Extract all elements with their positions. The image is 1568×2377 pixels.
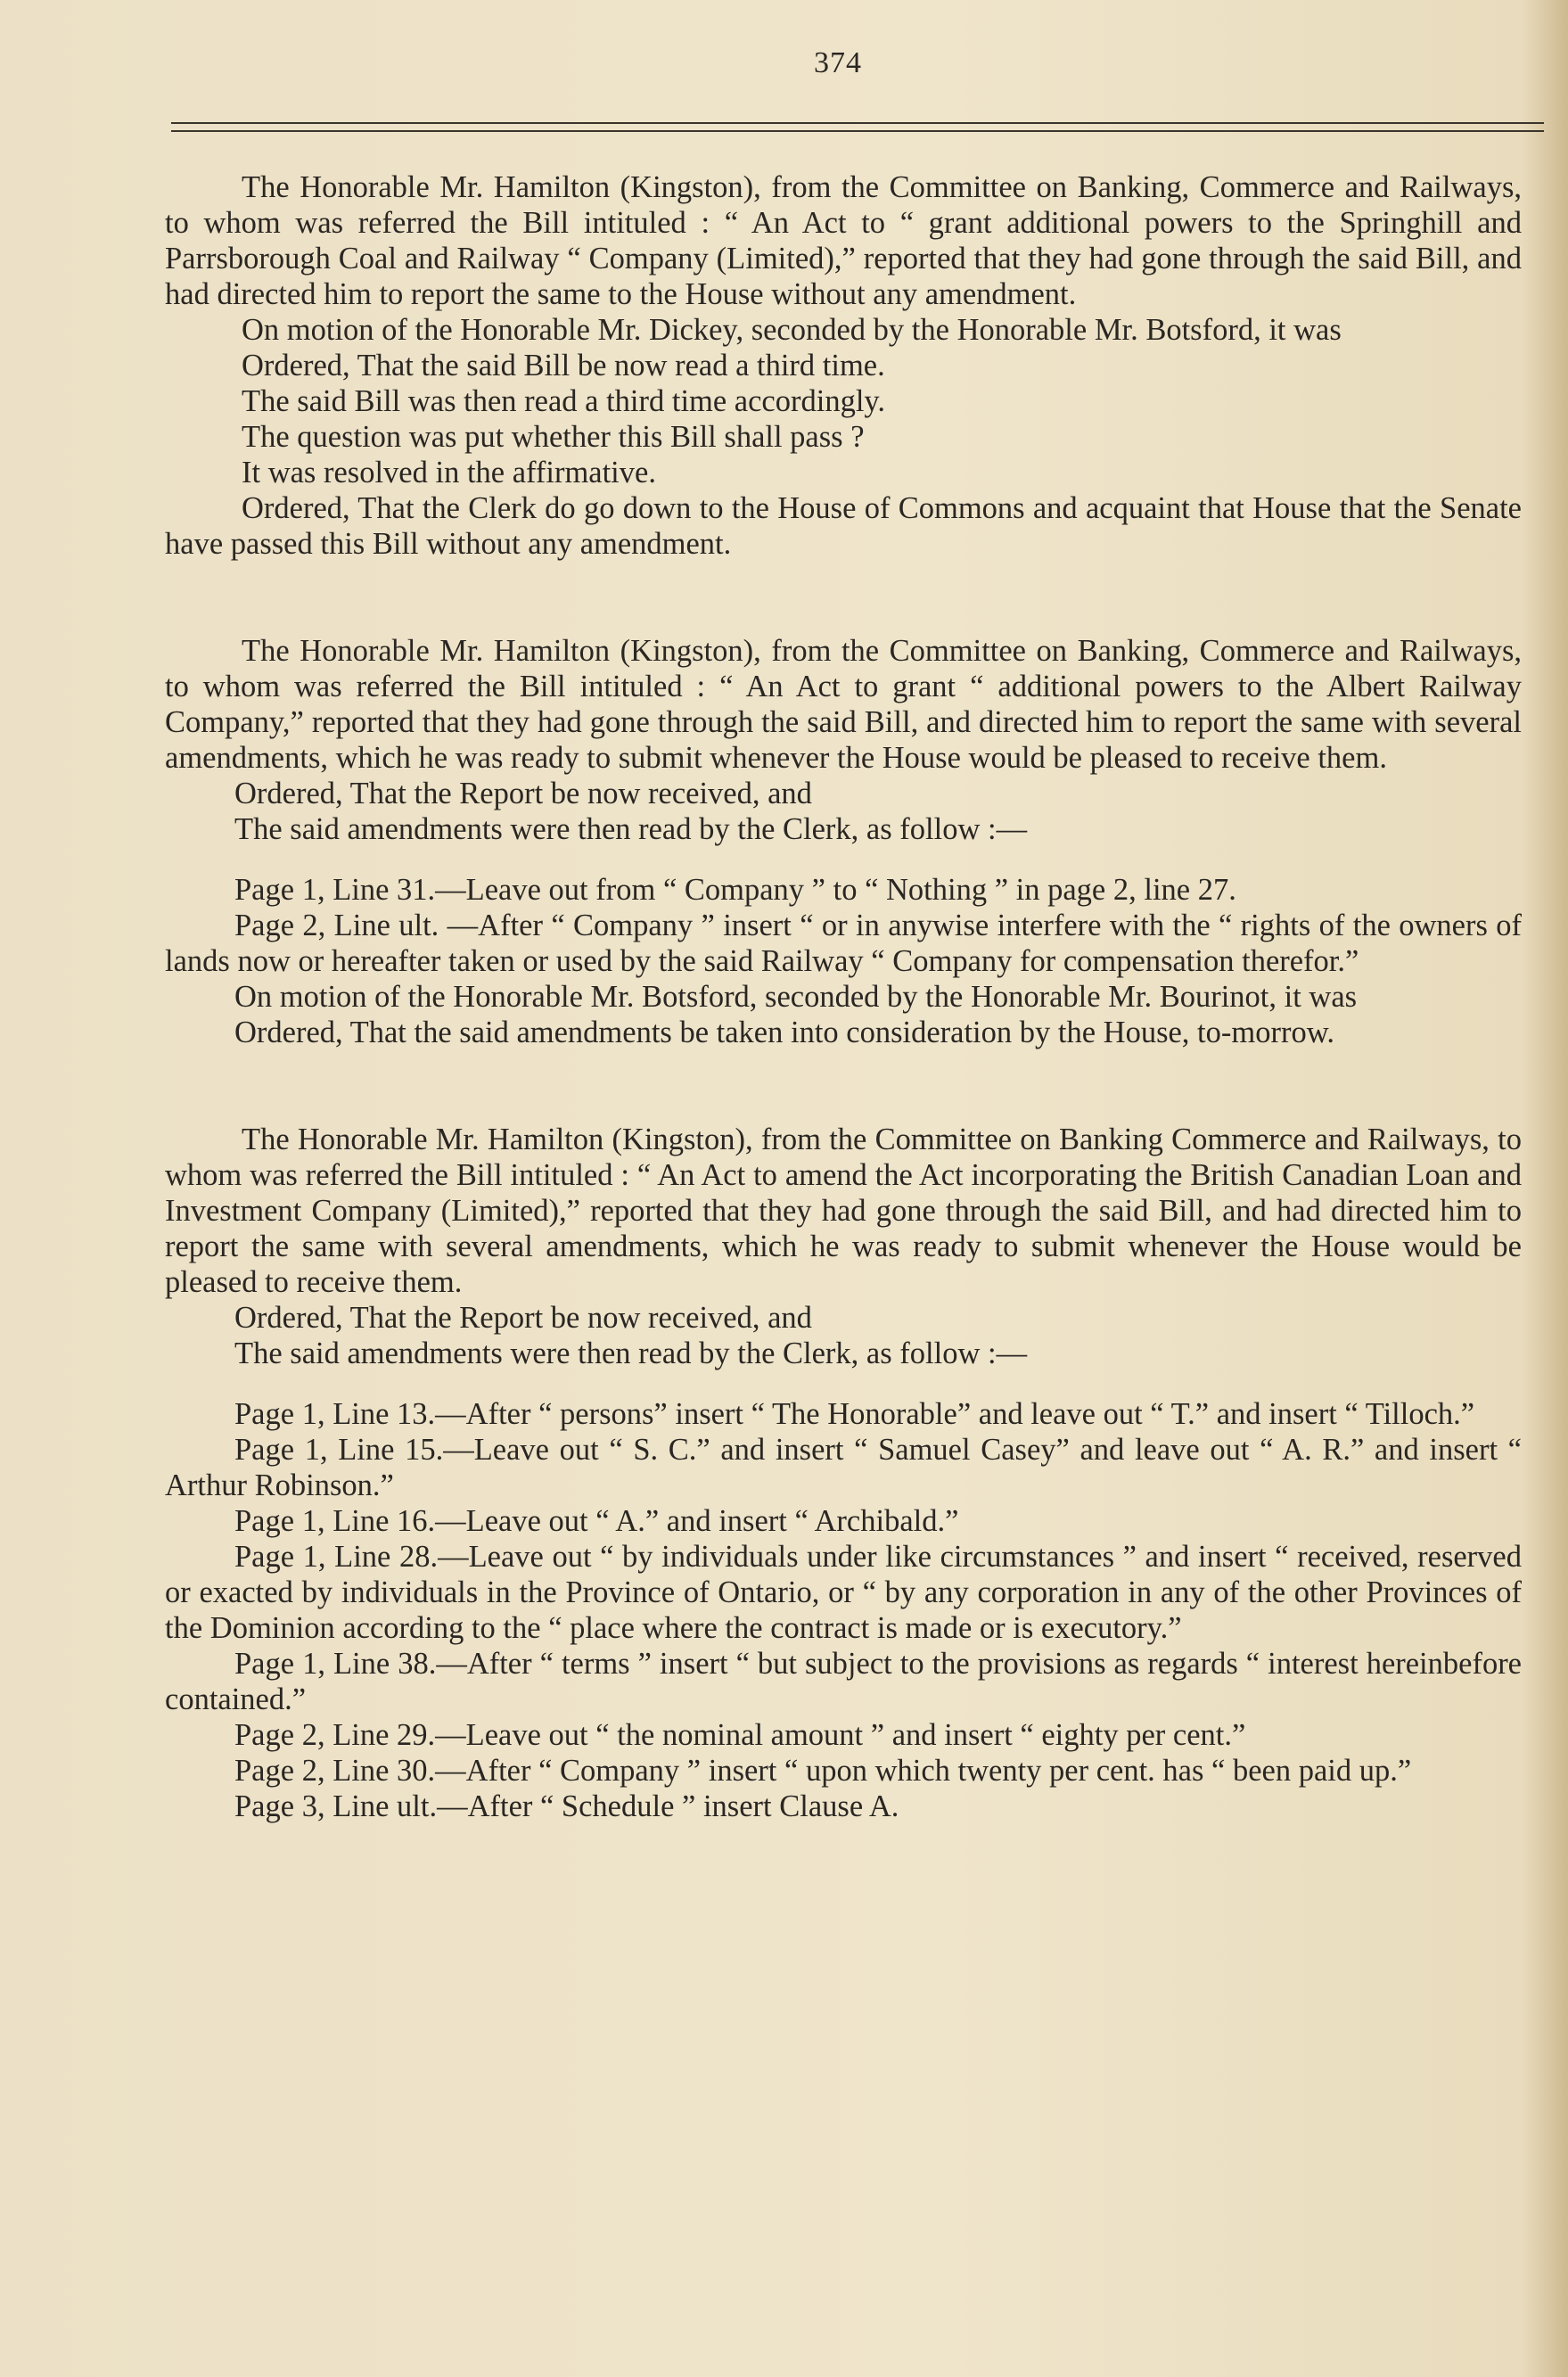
order-paragraph: Ordered, That the Clerk do go down to the House of Commons and acquaint that House that the Senate have passed this Bill without any amendment. bbox=[165, 491, 1522, 561]
amendment-item: Page 1, Line 31.—Leave out from “ Company ” to “ Nothing ” in page 2, line 27. bbox=[234, 873, 1236, 907]
section-springhill-bill bbox=[165, 169, 1522, 562]
committee-report-paragraph: The Honorable Mr. Hamilton (Kingston), from the Committee on Banking, Commerce and Railways, to whom was referred the Bill intituled : “ An Act to “ grant additional powers to the Springhill and Parrsborough Coal and Railway “ Company (Limited),” reported that they had gone through the said Bill, and had directed him to report the same to the House without any amendment. bbox=[165, 170, 1522, 311]
header-rule-bottom bbox=[171, 130, 1544, 132]
page-number: 374 bbox=[814, 46, 862, 79]
amendment-item: Page 1, Line 15.—Leave out “ S. C.” and insert “ Samuel Casey” and leave out “ A. R.” and insert “ Arthur Robinson.” bbox=[165, 1433, 1522, 1502]
committee-report-paragraph: The Honorable Mr. Hamilton (Kingston), from the Committee on Banking Commerce and Railways, to whom was referred the Bill intituled : “ An Act to amend the Act incorporating the British Canadian Loan and Investment Company (Limited),” reported that they had gone through the said Bill, and had directed him to report the same with several amendments, which he was ready to submit whenever the House would be pleased to receive them. bbox=[165, 1123, 1522, 1299]
order-paragraph: Ordered, That the said Bill be now read a third time. bbox=[242, 349, 885, 382]
amendments-intro-paragraph: The said amendments were then read by the Clerk, as follow :— bbox=[234, 1337, 1028, 1370]
order-paragraph: Ordered, That the said amendments be taken into consideration by the House, to-morrow. bbox=[234, 1016, 1334, 1049]
amendment-item: Page 2, Line 30.—After “ Company ” insert “ upon which twenty per cent. has “ been paid up.” bbox=[234, 1754, 1412, 1788]
motion-paragraph: On motion of the Honorable Mr. Botsford, seconded by the Honorable Mr. Bourinot, it was bbox=[234, 980, 1358, 1014]
order-paragraph: Ordered, That the Report be now received, and bbox=[234, 1301, 812, 1335]
question-paragraph: The question was put whether this Bill shall pass ? bbox=[242, 420, 865, 454]
section-british-canadian-loan-bill bbox=[165, 1122, 1522, 1824]
motion-paragraph: On motion of the Honorable Mr. Dickey, seconded by the Honorable Mr. Botsford, it was bbox=[242, 313, 1342, 347]
amendments-list bbox=[165, 1396, 1522, 1824]
amendment-item: Page 3, Line ult.—After “ Schedule ” insert Clause A. bbox=[234, 1789, 899, 1823]
amendment-item: Page 2, Line ult. —After “ Company ” insert “ or in anywise interfere with the “ rights of the owners of lands now or hereafter taken or used by the said Railway “ Company for compensation therefor.” bbox=[165, 909, 1522, 978]
order-paragraph: Ordered, That the Report be now received, and bbox=[234, 777, 812, 810]
amendment-item: Page 1, Line 38.—After “ terms ” insert “ but subject to the provisions as regards “ interest hereinbefore contained.” bbox=[165, 1647, 1522, 1716]
reading-paragraph: The said Bill was then read a third time accordingly. bbox=[242, 384, 886, 418]
committee-report-paragraph: The Honorable Mr. Hamilton (Kingston), from the Committee on Banking, Commerce and Railways, to whom was referred the Bill intituled : “ An Act to grant “ additional powers to the Albert Railway Company,” reported that they had gone through the said Bill, and directed him to report the same with several amendments, which he was ready to submit whenever the House would be pleased to receive them. bbox=[165, 634, 1522, 775]
amendment-item: Page 2, Line 29.—Leave out “ the nominal amount ” and insert “ eighty per cent.” bbox=[234, 1718, 1246, 1752]
amendments-list bbox=[165, 872, 1522, 1050]
page-content bbox=[165, 169, 1522, 1824]
resolution-paragraph: It was resolved in the affirmative. bbox=[242, 456, 656, 489]
amendment-item: Page 1, Line 28.—Leave out “ by individuals under like circumstances ” and insert “ received, reserved or exacted by individuals in the Province of Ontario, or “ by any corporation in any of the other Provinces of the Dominion according to the “ place where the contract is made or is executory.” bbox=[165, 1540, 1522, 1645]
header-rule-top bbox=[171, 122, 1544, 124]
amendment-item: Page 1, Line 13.—After “ persons” insert “ The Honorable” and leave out “ T.” and insert “ Tilloch.” bbox=[234, 1397, 1475, 1431]
amendment-item: Page 1, Line 16.—Leave out “ A.” and insert “ Archibald.” bbox=[234, 1504, 959, 1538]
amendments-intro-paragraph: The said amendments were then read by the Clerk, as follow :— bbox=[234, 812, 1028, 846]
section-albert-railway-bill bbox=[165, 633, 1522, 1050]
